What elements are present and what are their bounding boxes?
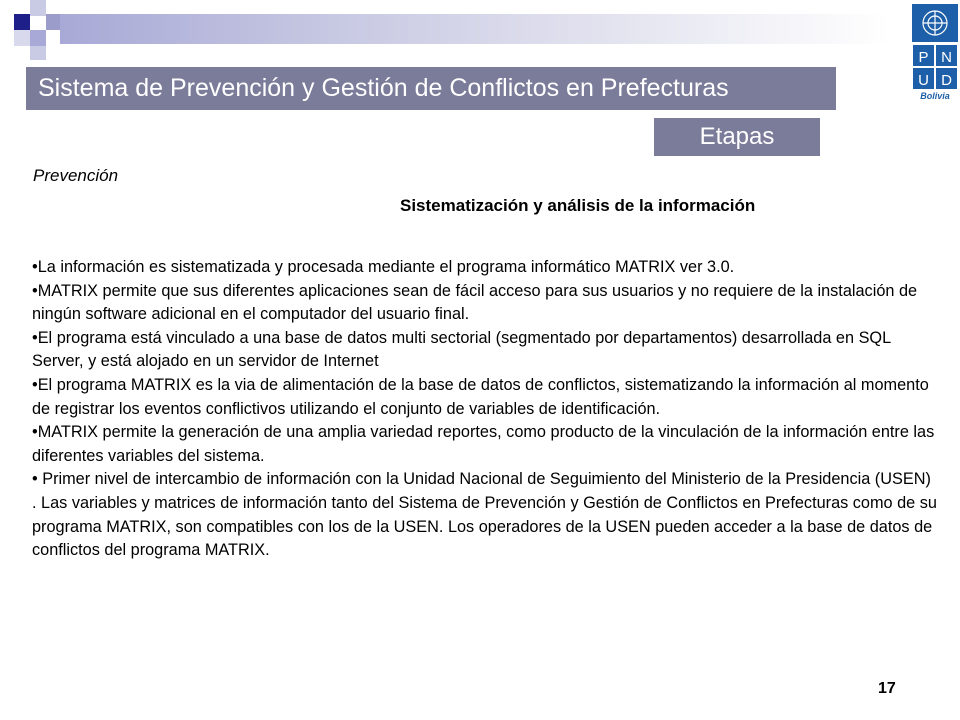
stage-label: Prevención: [33, 166, 119, 185]
bullet-item: •MATRIX permite que sus diferentes aplicaciones sean de fácil acceso para sus usuarios y no requiere de la instalación de ningún software adicional en el computador del usuario final.: [32, 281, 918, 324]
un-emblem-icon: [923, 11, 947, 35]
decor-square-mid-2: [30, 30, 46, 46]
decor-square-mid: [46, 14, 60, 30]
decor-square-light: [30, 0, 46, 16]
decor-square-light-3: [30, 46, 46, 60]
content-heading: Sistematización y análisis de la información: [400, 196, 756, 215]
bullet-list: [32, 256, 937, 563]
bullet-item: •La información es sistematizada y procesada mediante el programa informático MATRIX ver 3.0.: [32, 258, 735, 276]
decor-square-light-2: [14, 30, 30, 46]
logo-country: Bolivia: [920, 91, 950, 100]
logo-letter-d: D: [941, 72, 952, 89]
slide-title: Sistema de Prevención y Gestión de Conflictos en Prefecturas: [26, 67, 836, 110]
bullet-item: •MATRIX permite la generación de una amplia variedad reportes, como producto de la vinculación de la información entre las diferentes variables del sistema.: [32, 423, 935, 465]
bullet-item: •El programa MATRIX es la via de alimentación de la base de datos de conflictos, sistematizando la información al momento de registrar los eventos conflictivos utilizando el conjunto de variables de identificación.: [32, 375, 929, 418]
section-label: Etapas: [654, 118, 820, 156]
logo-letter-n: N: [941, 49, 952, 66]
pnud-logo: [912, 4, 958, 100]
logo-letter-u: U: [918, 72, 929, 89]
bullet-item: •El programa está vinculado a una base de datos multi sectorial (segmentado por departamentos) desarrollada en SQL Server, y está alojado en un servidor de Internet: [32, 328, 891, 371]
header-gradient-bar: [60, 14, 890, 44]
bullet-item: • Primer nivel de intercambio de información con la Unidad Nacional de Seguimiento del Ministerio de la Presidencia (USEN) . Las variables y matrices de información tanto del Sistema de Prevención y Gestión de Conflictos en Prefecturas como de su programa MATRIX, son compatibles con los de la USEN. Los operadores de la USEN pueden acceder a la base de datos de conflictos del programa MATRIX.: [32, 470, 937, 560]
decor-square-dark: [14, 14, 30, 30]
page-number: 17: [878, 680, 896, 697]
logo-letter-p: P: [918, 49, 929, 66]
